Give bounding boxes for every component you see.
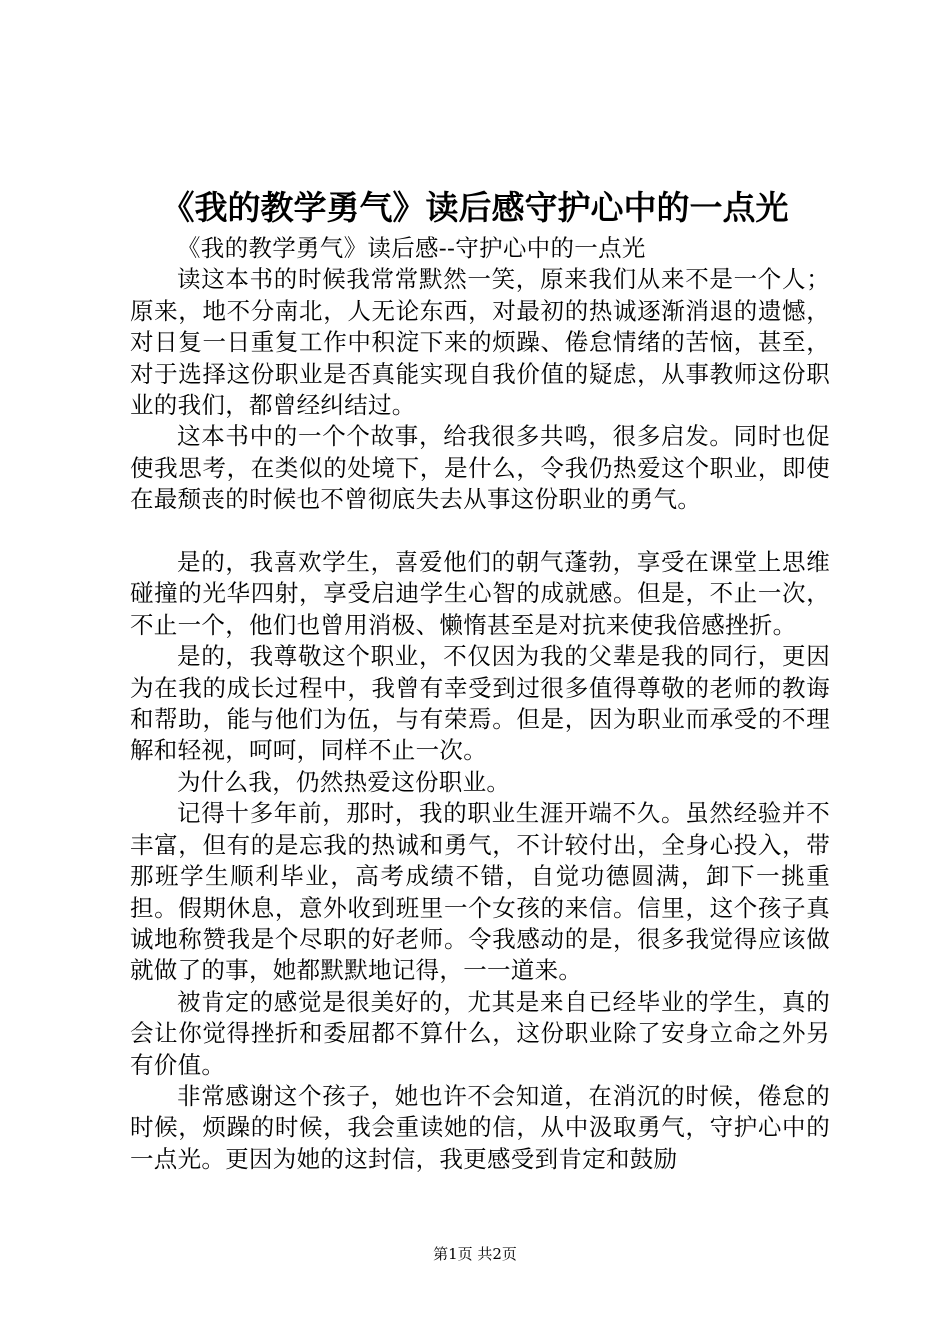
- document-body: [130, 233, 830, 1175]
- paragraph: 这本书中的一个个故事，给我很多共鸣，很多启发。同时也促使我思考，在类似的处境下，是什么，令我仍热爱这个职业，即使在最颓丧的时候也不曾彻底失去从事这份职业的勇气。: [130, 422, 830, 514]
- document-title: 《我的教学勇气》读后感守护心中的一点光: [161, 188, 789, 227]
- paragraph: 读这本书的时候我常常默然一笑，原来我们从来不是一个人；原来，地不分南北，人无论东西，对最初的热诚逐渐消退的遗憾，对日复一日重复工作中积淀下来的烦躁、倦怠情绪的苦恼，甚至，对于选择这份职业是否真能实现自我价值的疑虑，从事教师这份职业的我们，都曾经纠结过。: [130, 265, 830, 420]
- paragraph-subtitle: 《我的教学勇气》读后感--守护心中的一点光: [177, 234, 646, 262]
- paragraph: 为什么我，仍然热爱这份职业。: [177, 767, 511, 796]
- page-number-footer: 第1页 共2页: [433, 1245, 517, 1263]
- paragraph: 是的，我尊敬这个职业，不仅因为我的父辈是我的同行，更因为在我的成长过程中，我曾有幸受到过很多值得尊敬的老师的教诲和帮助，能与他们为伍，与有荣焉。但是，因为职业而承受的不理解和轻视，呵呵，同样不止一次。: [130, 642, 830, 765]
- blank-line: [130, 516, 830, 547]
- paragraph: 是的，我喜欢学生，喜爱他们的朝气蓬勃，享受在课堂上思维碰撞的光华四射，享受启迪学生心智的成就感。但是，不止一次，不止一个，他们也曾用消极、懒惰甚至是对抗来使我倍感挫折。: [130, 548, 830, 639]
- paragraph: 被肯定的感觉是很美好的，尤其是来自已经毕业的学生，真的会让你觉得挫折和委屈都不算什么，这份职业除了安身立命之外另有价值。: [130, 987, 830, 1079]
- paragraph: 非常感谢这个孩子，她也许不会知道，在消沉的时候，倦怠的时候，烦躁的时候，我会重读她的信，从中汲取勇气，守护心中的一点光。更因为她的这封信，我更感受到肯定和鼓励: [130, 1081, 830, 1173]
- paragraph: 记得十多年前，那时，我的职业生涯开端不久。虽然经验并不丰富，但有的是忘我的热诚和勇气，不计较付出，全身心投入，带那班学生顺利毕业，高考成绩不错，自觉功德圆满，卸下一挑重担。假期休息，意外收到班里一个女孩的来信。信里，这个孩子真诚地称赞我是个尽职的好老师。令我感动的是，很多我觉得应该做就做了的事，她都默默地记得，一一道来。: [130, 799, 830, 985]
